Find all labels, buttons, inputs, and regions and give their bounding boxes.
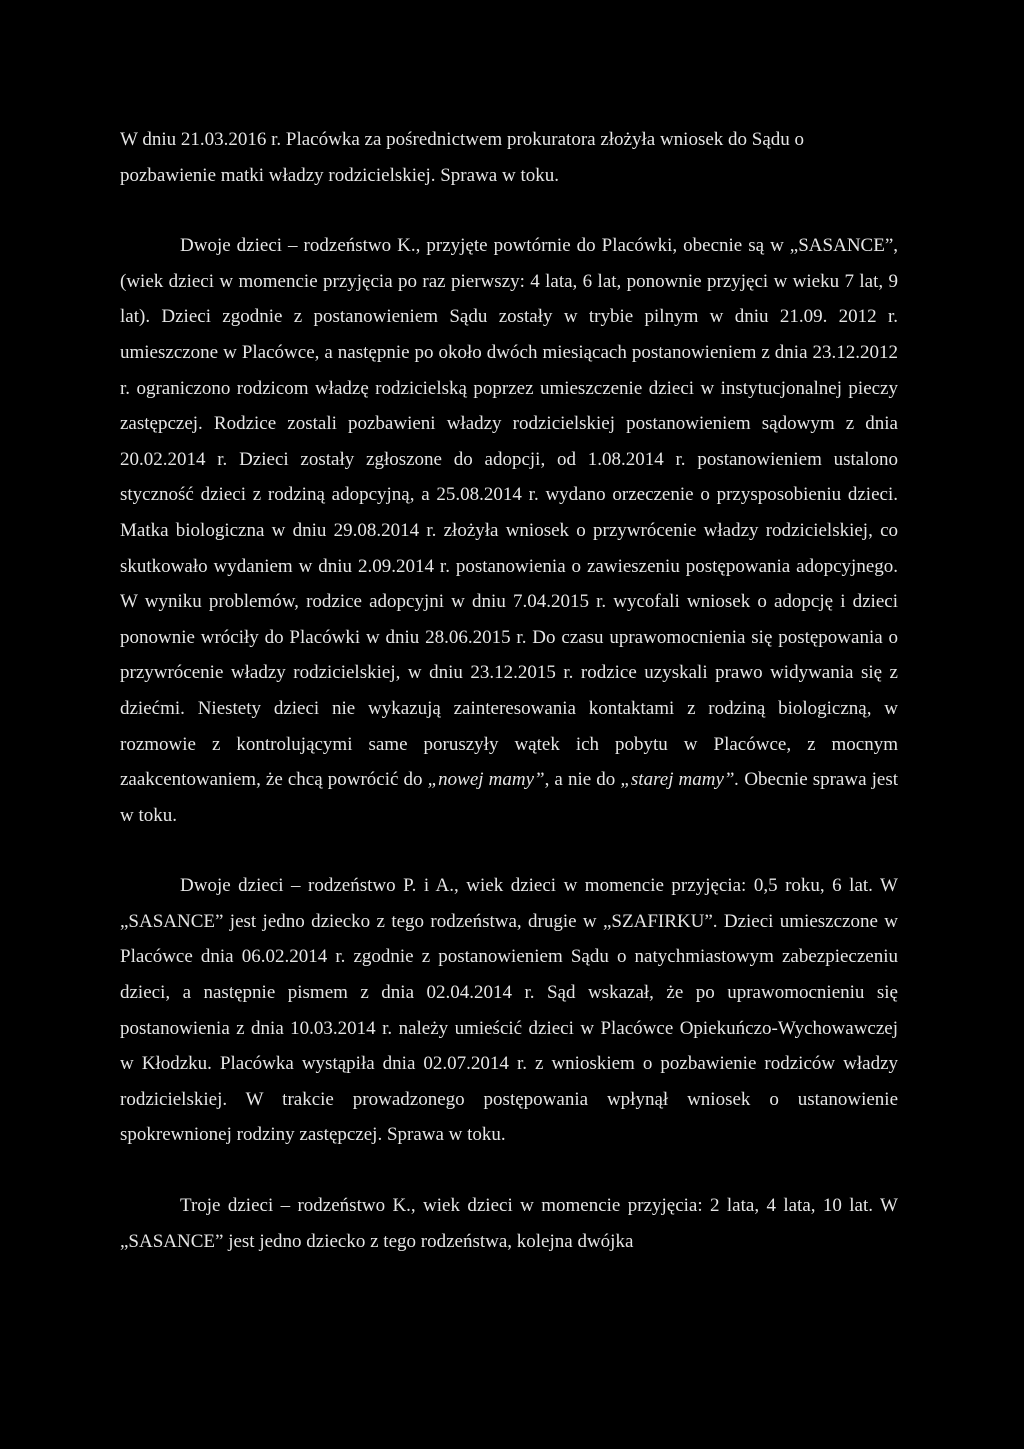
- paragraph-2-text-c: Obecnie sprawa jest w toku.: [120, 769, 898, 826]
- paragraph-4-text: Troje dzieci – rodzeństwo K., wiek dzieci w momencie przyjęcia: 2 lata, 4 lata, 10 lat. W „SASANCE” jest jedno dziecko z tego rodzeństwa, kolejna dwójka: [120, 1195, 898, 1252]
- paragraph-2-quote-old-mom: „starej mamy”.: [620, 769, 740, 791]
- paragraph-3: [120, 868, 898, 1153]
- paragraph-2-text-b: , a nie do: [544, 769, 621, 791]
- paragraph-2-quote-new-mom: „nowej mamy”: [427, 769, 545, 791]
- paragraph-3-text: Dwoje dzieci – rodzeństwo P. i A., wiek dzieci w momencie przyjęcia: 0,5 roku, 6 lat. W „SASANCE” jest jedno dziecko z tego rodzeństwa, drugie w „SZAFIRKU”. Dzieci umieszczone w Placówce dnia 06.02.2014 r. zgodnie z postanowieniem Sądu o natychmiastowym zabezpieczeniu dzieci, a następnie pismem z dnia 02.04.2014 r. Sąd wskazał, że po uprawomocnieniu się postanowienia z dnia 10.03.2014 r. należy umieścić dzieci w Placówce Opiekuńczo-Wychowawczej w Kłodzku. Placówka wystąpiła dnia 02.07.2014 r. z wnioskiem o pozbawienie rodziców władzy rodzicielskiej. W trakcie prowadzonego postępowania wpłynął wniosek o ustanowienie spokrewnionej rodziny zastępczej. Sprawa w toku.: [120, 875, 898, 1146]
- paragraph-2: [120, 228, 898, 833]
- paragraph-4: [120, 1188, 898, 1259]
- paragraph-2-text-a: Dwoje dzieci – rodzeństwo K., przyjęte powtórnie do Placówki, obecnie są w „SASANCE”, (wiek dzieci w momencie przyjęcia po raz pierwszy: 4 lata, 6 lat, ponownie przyjęci w wieku 7 lat, 9 lat). Dzieci zgodnie z postanowieniem Sądu zostały w trybie pilnym w dniu 21.09. 2012 r. umieszczone w Placówce, a następnie po około dwóch miesiącach postanowieniem z dnia 23.12.2012 r. ograniczono rodzicom władzę rodzicielską poprzez umieszczenie dzieci w instytucjonalnej pieczy zastępczej. Rodzice zostali pozbawieni władzy rodzicielskiej postanowieniem sądowym z dnia 20.02.2014 r. Dzieci zostały zgłoszone do adopcji, od 1.08.2014 r. postanowieniem ustalono styczność dzieci z rodziną adopcyjną, a 25.08.2014 r. wydano orzeczenie o przysposobieniu dzieci. Matka biologiczna w dniu 29.08.2014 r. złożyła wniosek o przywrócenie władzy rodzicielskiej, co skutkowało wydaniem w dniu 2.09.2014 r. postanowienia o zawieszeniu postępowania adopcyjnego. W wyniku problemów, rodzice adopcyjni w dniu 7.04.2015 r. wycofali wniosek o adopcję i dzieci ponownie wróciły do Placówki w dniu 28.06.2015 r. Do czasu uprawomocnienia się postępowania o przywrócenie władzy rodzicielskiej, w dniu 23.12.2015 r. rodzice uzyskali prawo widywania się z dziećmi. Niestety dzieci nie wykazują zainteresowania kontaktami z rodziną biologiczną, w rozmowie z kontrolującymi same poruszyły wątek ich pobytu w Placówce, z mocnym zaakcentowaniem, że chcą powrócić do: [120, 235, 898, 791]
- paragraph-1: [120, 122, 898, 193]
- document-page: [120, 122, 898, 1259]
- paragraph-1-text: W dniu 21.03.2016 r. Placówka za pośrednictwem prokuratora złożyła wniosek do Sądu o pozbawienie matki władzy rodzicielskiej. Sprawa w toku.: [120, 129, 805, 186]
